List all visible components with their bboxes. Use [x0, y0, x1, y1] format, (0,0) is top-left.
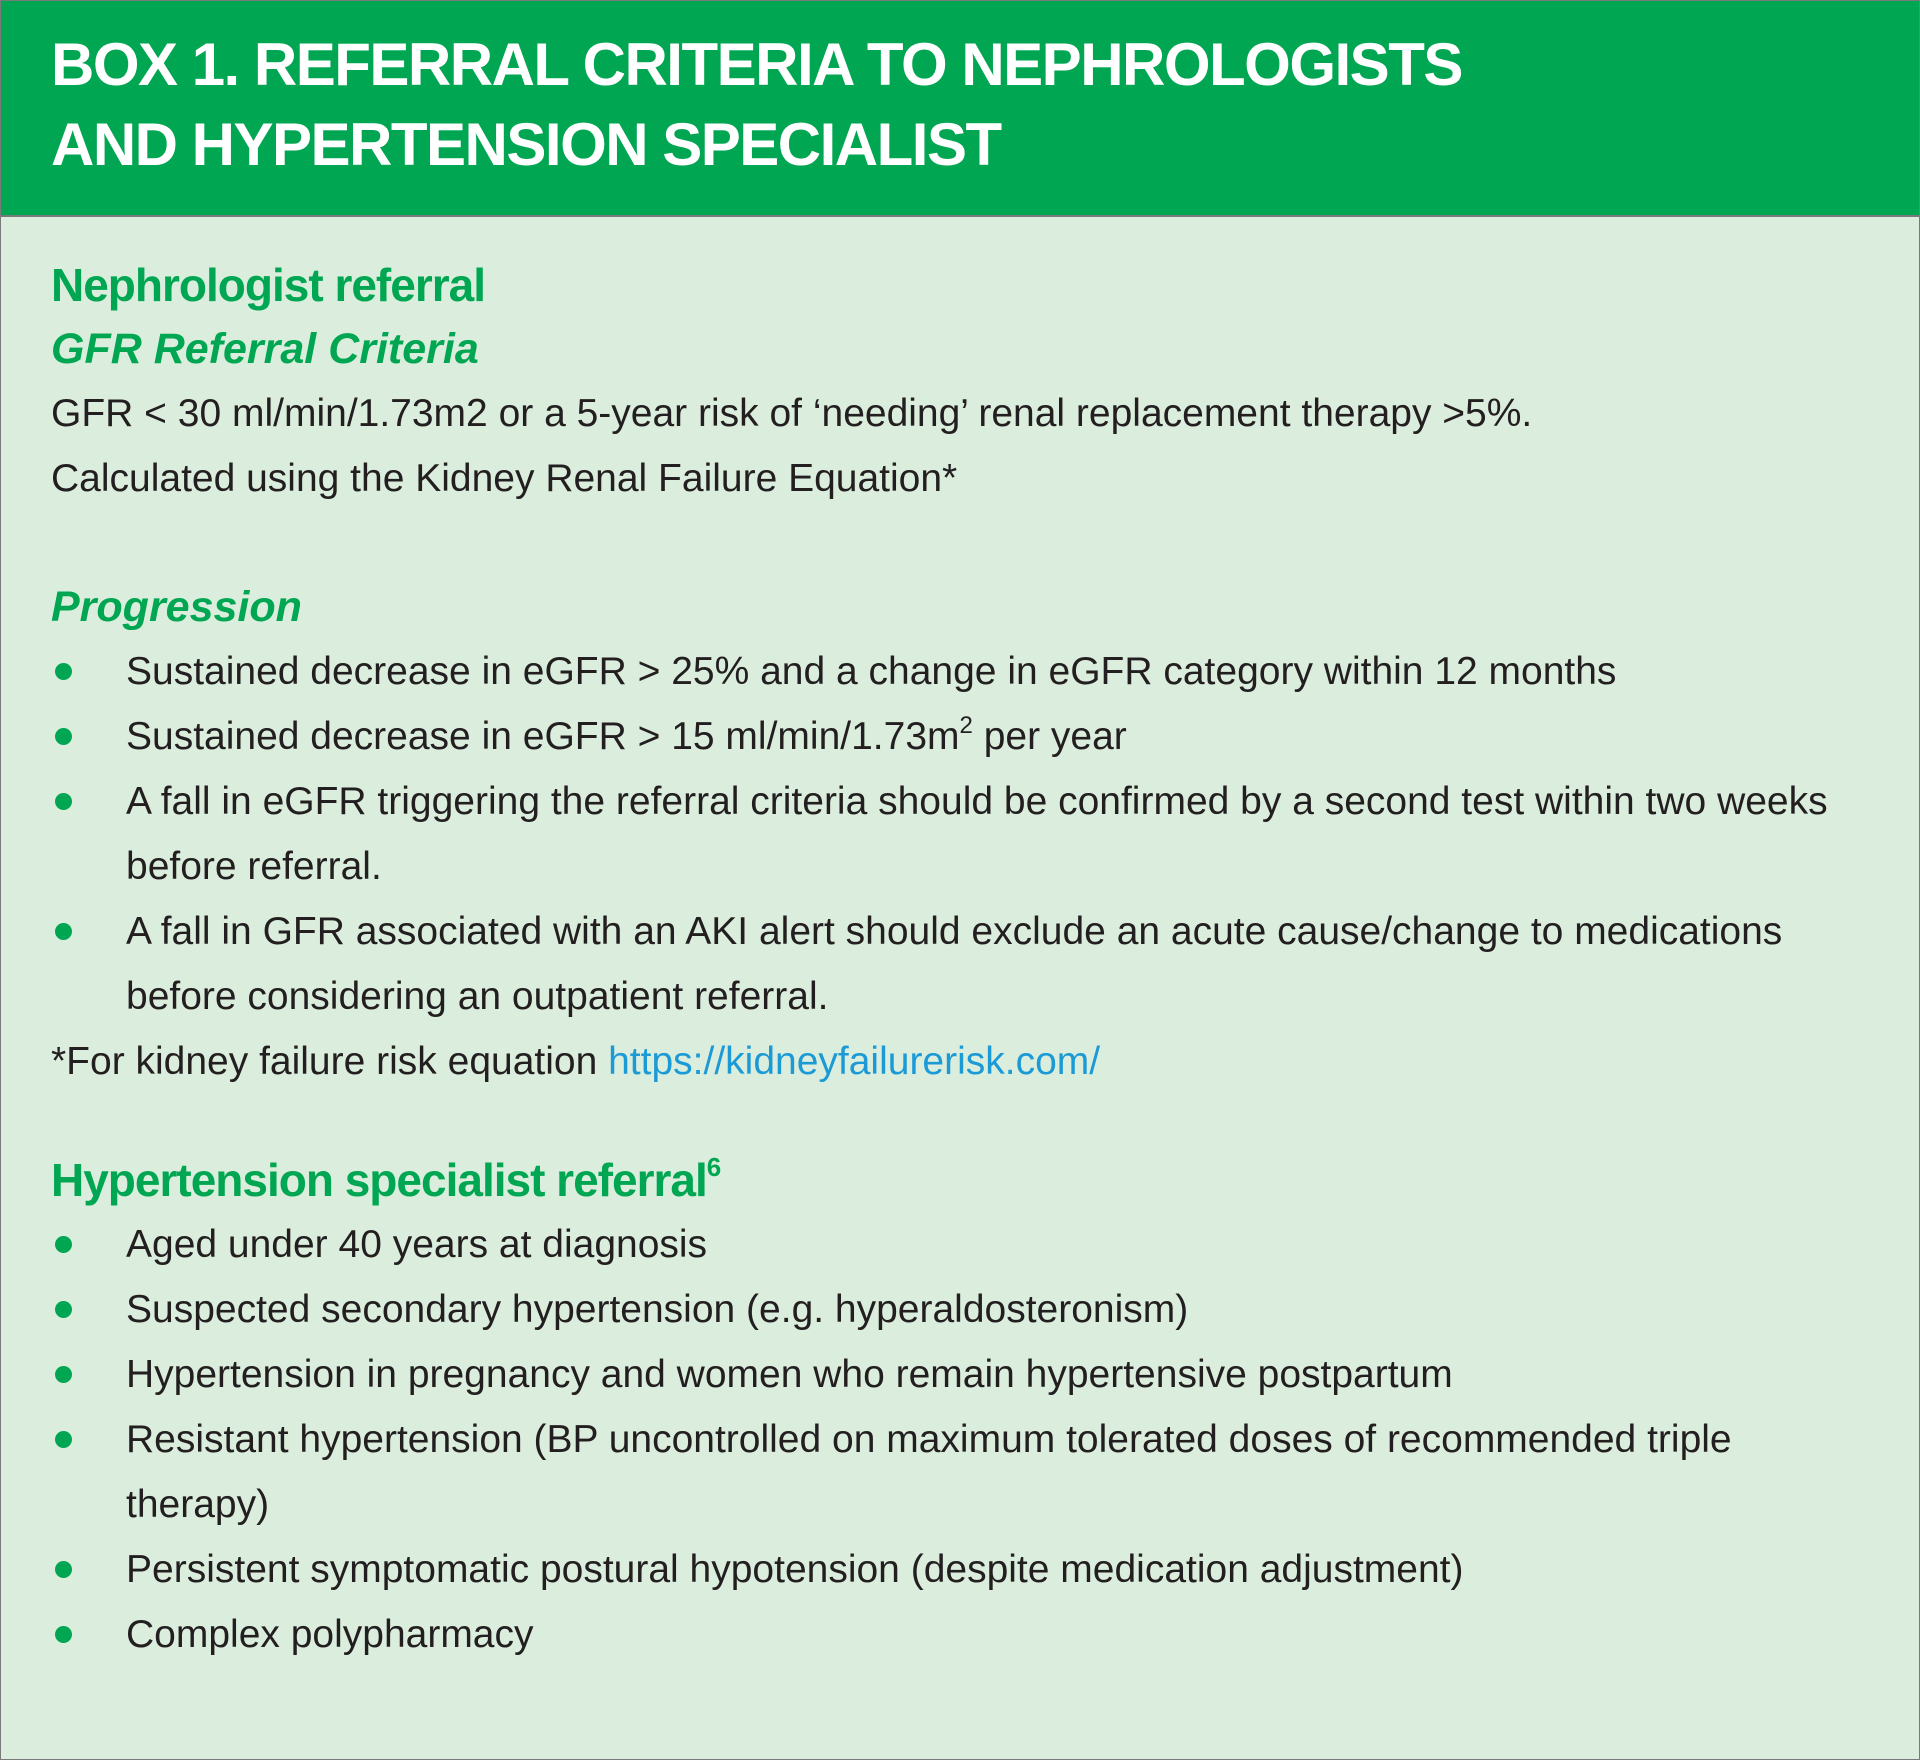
- bullet-icon: [55, 1561, 72, 1578]
- box-content: [1, 253, 1919, 1667]
- bullet-icon: [55, 1236, 72, 1253]
- bullet-icon: [55, 1431, 72, 1448]
- kidney-failure-risk-link[interactable]: https://kidneyfailurerisk.com/: [608, 1040, 1101, 1083]
- list-item: [51, 1407, 1869, 1537]
- hypertension-referral-title: Hypertension specialist referral: [51, 1154, 707, 1206]
- list-item: [51, 1537, 1869, 1602]
- bullet-icon: [55, 728, 72, 745]
- list-item-text: A fall in eGFR triggering the referral criteria should be confirmed by a second test within two weeks before referral.: [126, 780, 1828, 888]
- list-item-text: Complex polypharmacy: [126, 1613, 534, 1656]
- list-item: [51, 1212, 1869, 1277]
- hypertension-referral-heading: [51, 1148, 1869, 1212]
- footnote: [51, 1029, 1869, 1094]
- bullet-icon: [55, 1301, 72, 1318]
- superscript: 6: [706, 1152, 721, 1182]
- bullet-icon: [55, 793, 72, 810]
- gfr-criteria-heading: GFR Referral Criteria: [51, 325, 479, 373]
- bullet-icon: [55, 923, 72, 940]
- bullet-icon: [55, 663, 72, 680]
- list-item: [51, 1602, 1869, 1667]
- list-item-text: Sustained decrease in eGFR > 25% and a change in eGFR category within 12 months: [126, 650, 1617, 693]
- list-item-text: Hypertension in pregnancy and women who remain hypertensive postpartum: [126, 1353, 1453, 1396]
- list-item-text: Suspected secondary hypertension (e.g. hyperaldosteronism): [126, 1288, 1189, 1331]
- list-item: [51, 704, 1869, 769]
- footnote-text: *For kidney failure risk equation: [51, 1040, 609, 1083]
- hypertension-list: [51, 1212, 1869, 1667]
- gfr-criteria-line1: GFR < 30 ml/min/1.73m2 or a 5-year risk of ‘needing’ renal replacement therapy >5%.: [51, 392, 1533, 435]
- superscript: 2: [959, 712, 973, 739]
- gfr-criteria-line2: Calculated using the Kidney Renal Failure Equation*: [51, 457, 958, 500]
- list-item: [51, 639, 1869, 704]
- box-title-line2: AND HYPERTENSION SPECIALIST: [51, 111, 1001, 178]
- list-item: [51, 1342, 1869, 1407]
- list-item-text: Persistent symptomatic postural hypotension (despite medication adjustment): [126, 1548, 1464, 1591]
- list-item-suffix: per year: [972, 715, 1127, 758]
- progression-heading: Progression: [51, 583, 302, 631]
- list-item-text: Resistant hypertension (BP uncontrolled on maximum tolerated doses of recommended triple therapy): [126, 1418, 1732, 1526]
- progression-list: [51, 639, 1869, 1029]
- nephrologist-referral-heading: Nephrologist referral: [51, 259, 485, 311]
- box-title-line1: BOX 1. REFERRAL CRITERIA TO NEPHROLOGISTS: [51, 31, 1462, 98]
- box-header: [1, 1, 1919, 217]
- list-item: [51, 1277, 1869, 1342]
- box-title: [51, 25, 1919, 185]
- list-item-text: A fall in GFR associated with an AKI alert should exclude an acute cause/change to medications before considering an outpatient referral.: [126, 910, 1783, 1018]
- list-item: [51, 769, 1869, 899]
- bullet-icon: [55, 1626, 72, 1643]
- list-item: [51, 899, 1869, 1029]
- bullet-icon: [55, 1366, 72, 1383]
- list-item-text: Sustained decrease in eGFR > 15 ml/min/1.73m: [126, 715, 960, 758]
- list-item-text: Aged under 40 years at diagnosis: [126, 1223, 708, 1266]
